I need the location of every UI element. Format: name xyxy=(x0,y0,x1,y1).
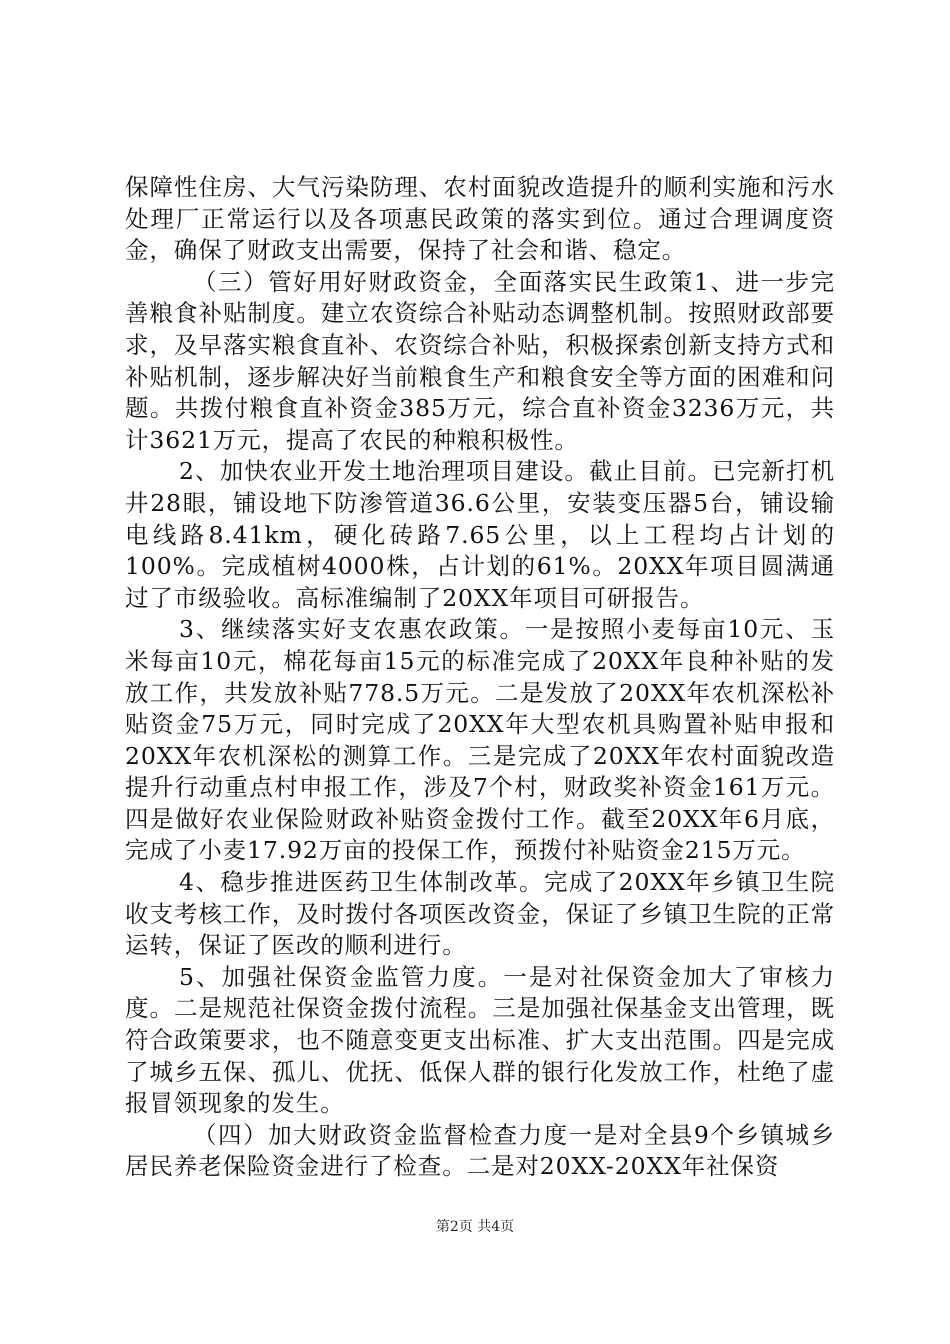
paragraph-item-3: 3、继续落实好支农惠农政策。一是按照小麦每亩10元、玉米每亩10元，棉花每亩15元的标准完成了20XX年良种补贴的发放工作，共发放补贴778.5万元。二是发放了20XX年农机深松补贴资金75万元，同时完成了20XX年大型农机具购置补贴申报和20XX年农机深松的测算工作。三是完成了20XX年农村面貌改造提升行动重点村申报工作，涉及7个村，财政奖补资金161万元。四是做好农业保险财政补贴资金拨付工作。截至20XX年6月底，完成了小麦17.92万亩的投保工作，预拨付补贴资金215万元。 xyxy=(125,615,835,865)
paragraph-section-three: （三）管好用好财政资金，全面落实民生政策1、进一步完善粮食补贴制度。建立农资综合补贴动态调整机制。按照财政部要求，及早落实粮食直补、农资综合补贴，积极探索创新支持方式和补贴机制，逐步解决好当前粮食生产和粮食安全等方面的困难和问题。共拨付粮食直补资金385万元，综合直补资金3236万元，共计3621万元，提高了农民的种粮积极性。 xyxy=(125,267,835,454)
paragraph-item-2: 2、加快农业开发土地治理项目建设。截止目前。已完新打机井28眼，铺设地下防渗管道36.6公里，安装变压器5台，铺设输电线路8.41km，硬化砖路7.65公里，以上工程均占计划的100%。完成植树4000株，占计划的61%。20XX年项目圆满通过了市级验收。高标准编制了20XX年项目可研报告。 xyxy=(125,457,835,612)
paragraph-item-4: 4、稳步推进医药卫生体制改革。完成了20XX年乡镇卫生院收支考核工作，及时拨付各项医改资金，保证了乡镇卫生院的正常运转，保证了医改的顺利进行。 xyxy=(125,868,835,960)
page-number-footer: 第2页 共4页 xyxy=(435,1219,515,1235)
document-body xyxy=(125,172,835,1183)
paragraph-section-four: （四）加大财政资金监督检查力度一是对全县9个乡镇城乡居民养老保险资金进行了检查。二是对20XX-20XX年社保资 xyxy=(125,1120,835,1181)
paragraph-continuation: 保障性住房、大气污染防理、农村面貌改造提升的顺利实施和污水处理厂正常运行以及各项惠民政策的落实到位。通过合理调度资金，确保了财政支出需要，保持了社会和谐、稳定。 xyxy=(125,173,835,265)
paragraph-item-5: 5、加强社保资金监管力度。一是对社保资金加大了审核力度。二是规范社保资金拨付流程。三是加强社保基金支出管理，既符合政策要求，也不随意变更支出标准、扩大支出范围。四是完成了城乡五保、孤儿、优抚、低保人群的银行化发放工作，杜绝了虚报冒领现象的发生。 xyxy=(125,962,835,1118)
